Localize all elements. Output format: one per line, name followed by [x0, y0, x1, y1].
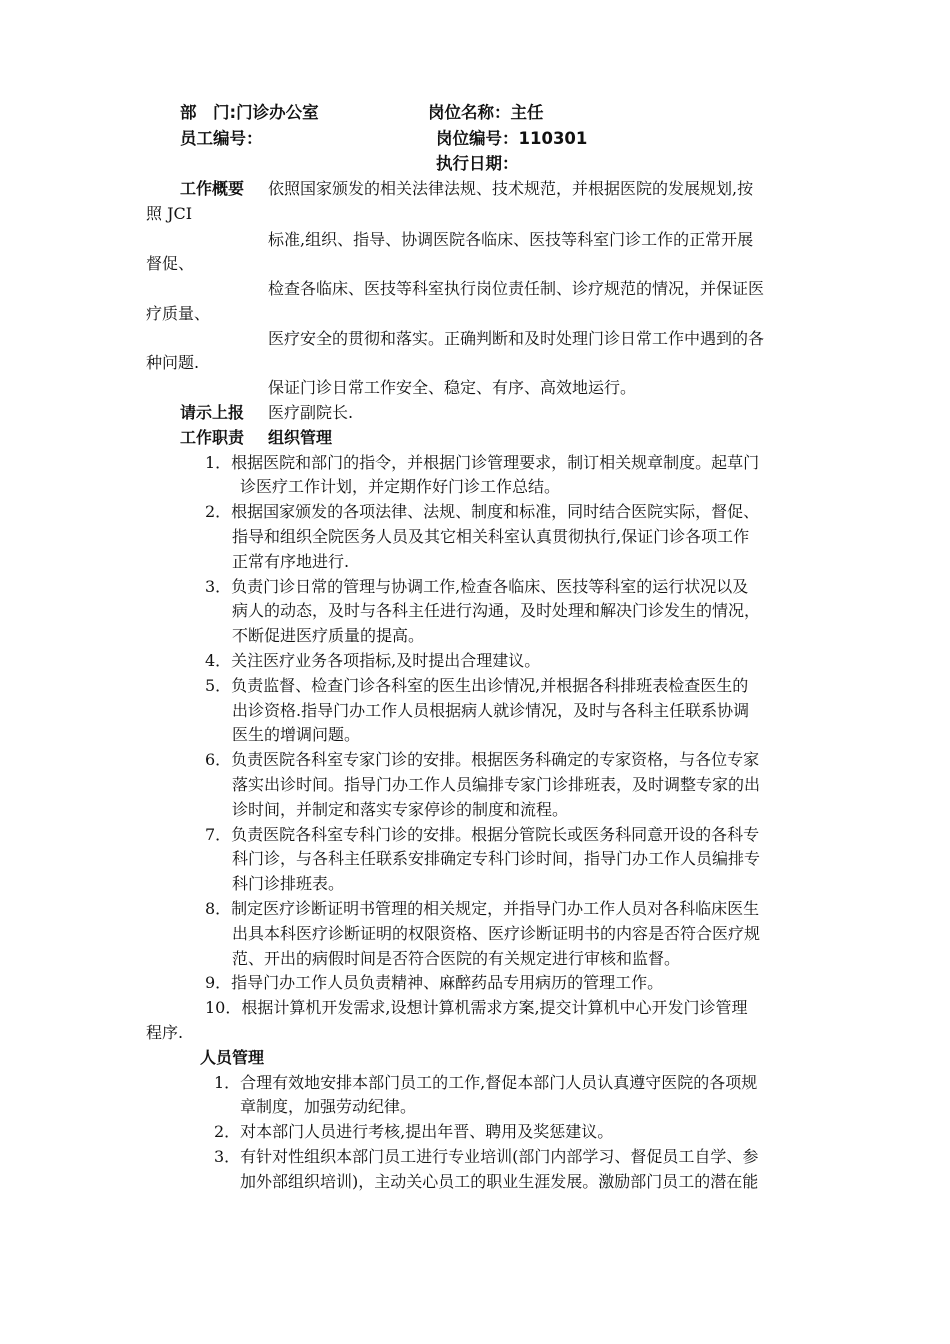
position-name-field: 岗位名称：主任	[428, 103, 544, 122]
duty-item-line: 诊时间，并制定和落实专家停诊的制度和流程。	[232, 800, 569, 819]
summary-line: 标准,组织、指导、协调医院各临床、医技等科室门诊工作的正常开展	[268, 230, 754, 249]
summary-line: 依照国家颁发的相关法律法规、技术规范，并根据医院的发展规划,按	[268, 179, 754, 198]
summary-line: 照 JCI	[146, 204, 193, 223]
summary-line: 种问题.	[146, 353, 200, 372]
duties-label: 工作职责	[180, 428, 245, 447]
duty-item-line: 程序.	[146, 1023, 184, 1042]
duty-item-line: 3．负责门诊日常的管理与协调工作,检查各临床、医技等科室的运行状况以及	[205, 577, 749, 596]
duty-item-line: 7．负责医院各科室专科门诊的安排。根据分管院长或医务科同意开设的各科专	[205, 825, 760, 844]
duty-item-line: 病人的动态，及时与各科主任进行沟通，及时处理和解决门诊发生的情况，	[232, 601, 761, 620]
staff-item-line: 2．对本部门人员进行考核,提出年晋、聘用及奖惩建议。	[214, 1122, 614, 1141]
summary-line: 检查各临床、医技等科室执行岗位责任制、诊疗规范的情况，并保证医	[268, 279, 765, 298]
duty-item-line: 落实出诊时间。指导门办工作人员编排专家门诊排班表，及时调整专家的出	[232, 775, 761, 794]
duty-item-line: 范、开出的病假时间是否符合医院的有关规定进行审核和监督。	[232, 949, 681, 968]
duty-item-line: 8．制定医疗诊断证明书管理的相关规定，并指导门办工作人员对各科临床医生	[205, 899, 760, 918]
staff-item-line: 加外部组织培训)，主动关心员工的职业生涯发展。激励部门员工的潜在能	[240, 1172, 759, 1191]
summary-label: 工作概要	[180, 179, 245, 198]
duty-item-line: 正常有序地进行.	[232, 552, 350, 571]
summary-line: 疗质量、	[146, 304, 211, 323]
staff-item-line: 3．有针对性组织本部门员工进行专业培训(部门内部学习、督促员工自学、参	[214, 1147, 759, 1166]
duty-item-line: 5．负责监督、检查门诊各科室的医生出诊情况,并根据各科排班表检查医生的	[205, 676, 749, 695]
duty-item-line: 4．关注医疗业务各项指标,及时提出合理建议。	[205, 651, 541, 670]
position-number-field: 岗位编号：110301	[436, 129, 588, 148]
duty-item-line: 不断促进医疗质量的提高。	[232, 626, 425, 645]
duty-item-line: 医生的增调问题。	[232, 725, 361, 744]
duty-item-line: 科门诊排班表。	[232, 874, 345, 893]
summary-line: 保证门诊日常工作安全、稳定、有序、高效地运行。	[268, 378, 637, 397]
duty-item-line: 6．负责医院各科室专家门诊的安排。根据医务科确定的专家资格，与各位专家	[205, 750, 760, 769]
duty-item-line: 出诊资格.指导门办工作人员根据病人就诊情况，及时与各科主任联系协调	[232, 701, 750, 720]
summary-line: 医疗安全的贯彻和落实。正确判断和及时处理门诊日常工作中遇到的各	[268, 329, 765, 348]
duty-item-line: 2．根据国家颁发的各项法律、法规、制度和标准，同时结合医院实际，督促、	[205, 502, 760, 521]
execution-date-field: 执行日期：	[436, 154, 519, 173]
duty-item-line: 出具本科医疗诊断证明的权限资格、医疗诊断证明书的内容是否符合医疗规	[232, 924, 761, 943]
org-management-title: 组织管理	[268, 428, 333, 447]
staff-management-title: 人员管理	[200, 1048, 265, 1067]
duty-item-line: 诊医疗工作计划，并定期作好门诊工作总结。	[240, 477, 561, 496]
duty-item-line: 1．根据医院和部门的指令，并根据门诊管理要求，制订相关规章制度。起草门	[205, 453, 760, 472]
staff-item-line: 章制度，加强劳动纪律。	[240, 1097, 417, 1116]
duty-item-line: 科门诊，与各科主任联系安排确定专科门诊时间，指导门办工作人员编排专	[232, 849, 761, 868]
report-label: 请示上报	[180, 403, 245, 422]
summary-line: 督促、	[146, 254, 195, 273]
employee-number-field: 员工编号：	[180, 129, 263, 148]
staff-item-line: 1．合理有效地安排本部门员工的工作,督促本部门人员认真遵守医院的各项规	[214, 1073, 758, 1092]
duty-item-line: 指导和组织全院医务人员及其它相关科室认真贯彻执行,保证门诊各项工作	[232, 527, 750, 546]
duty-item-line: 10．根据计算机开发需求,设想计算机需求方案,提交计算机中心开发门诊管理	[205, 998, 748, 1017]
report-value: 医疗副院长.	[268, 403, 354, 422]
department-field: 部 门:门诊办公室	[180, 103, 319, 122]
duty-item-line: 9．指导门办工作人员负责精神、麻醉药品专用病历的管理工作。	[205, 973, 664, 992]
